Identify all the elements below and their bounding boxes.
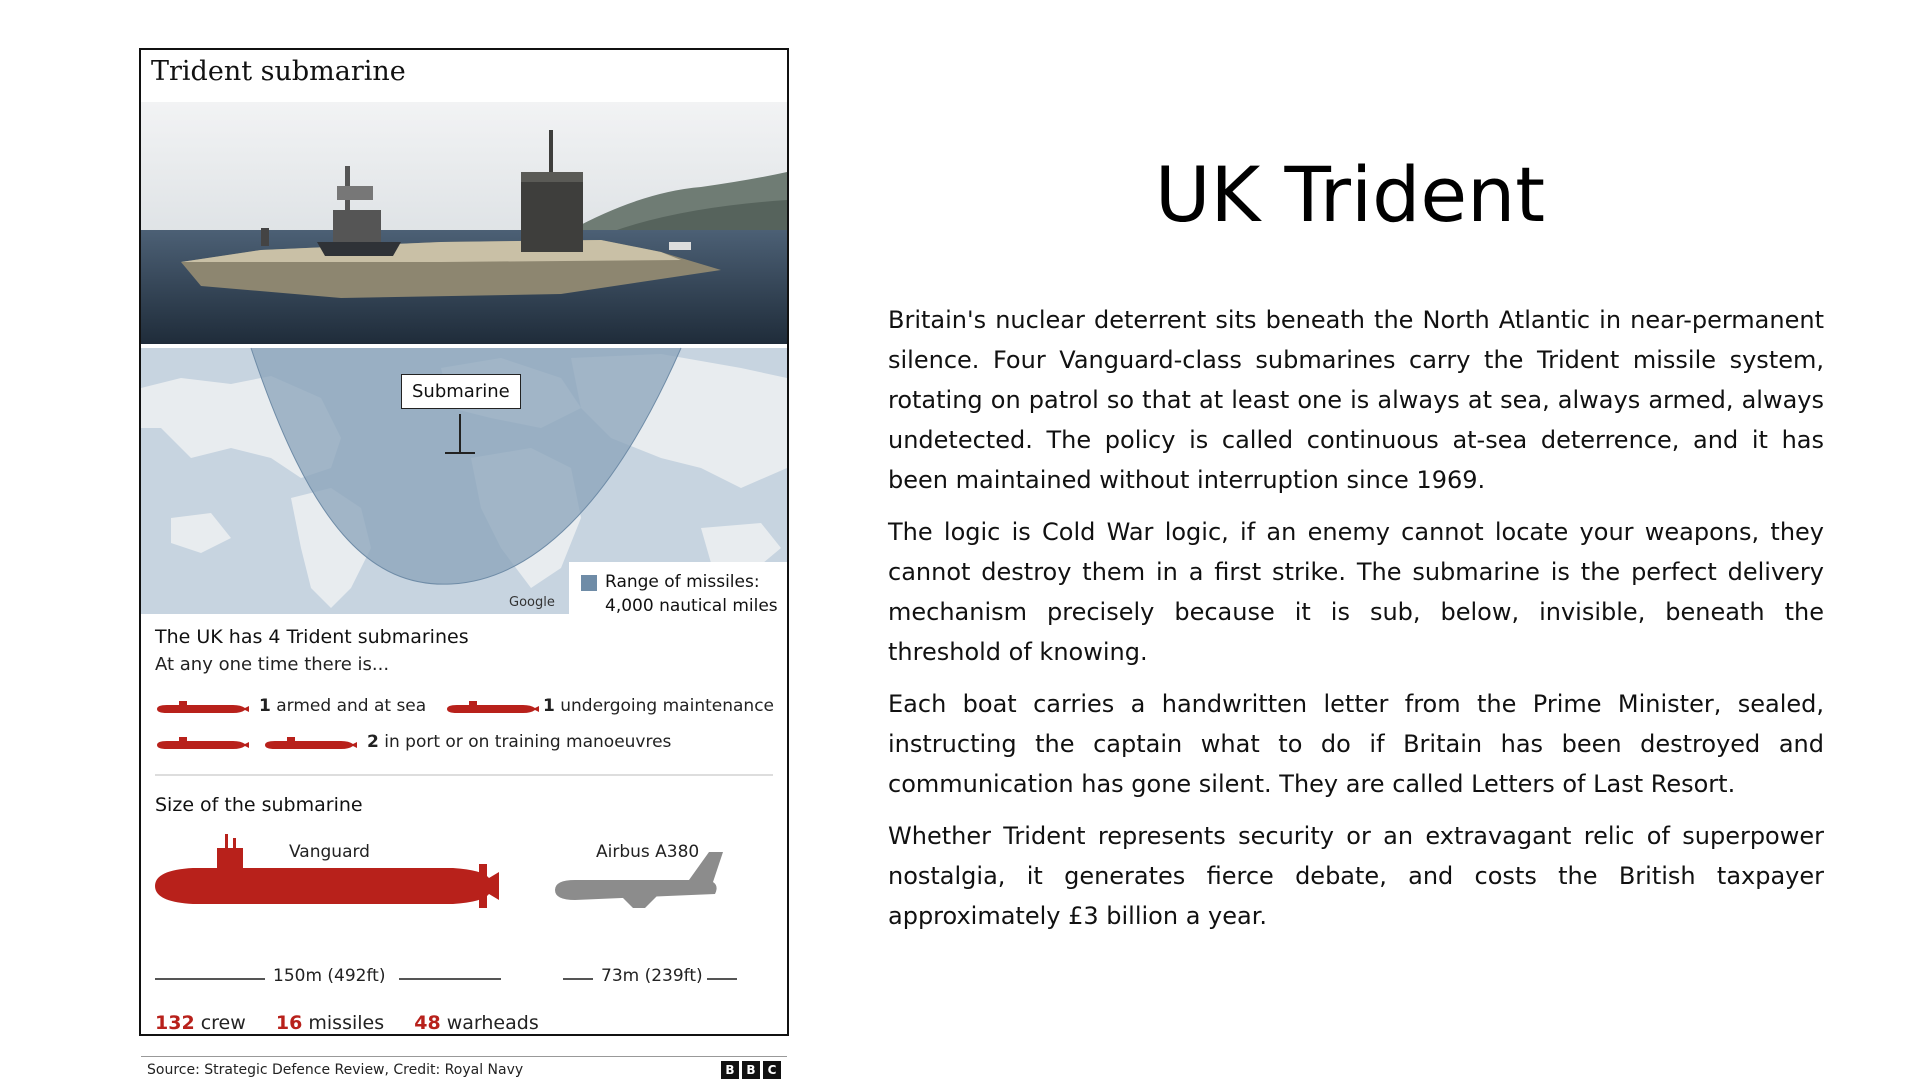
infographic-card (139, 48, 789, 1078)
section-divider (155, 774, 773, 776)
size-heading: Size of the submarine (155, 794, 363, 816)
warhead-label: warheads (446, 1012, 539, 1034)
submarine-icon (153, 736, 249, 752)
submarine-icon (443, 700, 539, 716)
legend-swatch (581, 575, 597, 591)
vanguard-length-line (399, 978, 501, 980)
fleet-count: 1 (259, 696, 271, 716)
legend-line-1: Range of missiles: (605, 572, 760, 592)
fleet-label: undergoing maintenance (560, 696, 774, 716)
crew-label: crew (200, 1012, 246, 1034)
bbc-logo-letter: B (742, 1061, 760, 1079)
article-title: UK Trident (1154, 150, 1546, 239)
callout-stem (459, 414, 461, 452)
fleet-label: in port or on training manoeuvres (384, 732, 672, 752)
map-legend (569, 562, 787, 618)
fleet-item (543, 696, 774, 716)
submarine-photo (141, 102, 787, 344)
fleet-count: 2 (367, 732, 379, 752)
bbc-logo-letter: B (721, 1061, 739, 1079)
bbc-logo-letter: C (763, 1061, 781, 1079)
vanguard-length: 150m (492ft) (273, 966, 386, 986)
fleet-count: 1 (543, 696, 555, 716)
vanguard-length-line (155, 978, 265, 980)
article-paragraph: Whether Trident represents security or an extravagant relic of superpower nostalgia, it generates fierce debate, and costs the British taxpayer approximately £3 billion a year. (888, 822, 1824, 930)
vanguard-silhouette (153, 830, 503, 912)
airbus-silhouette (549, 850, 729, 912)
fleet-label: armed and at sea (276, 696, 427, 716)
fleet-subheading: At any one time there is... (155, 654, 390, 675)
infographic-title: Trident submarine (151, 56, 406, 87)
fleet-item (367, 732, 671, 752)
missile-count: 16 (275, 1012, 303, 1034)
warhead-count: 48 (414, 1012, 441, 1034)
callout-base (445, 452, 475, 454)
airbus-length: 73m (239ft) (601, 966, 703, 986)
airbus-label: Airbus A380 (596, 842, 700, 862)
crew-count: 132 (155, 1012, 195, 1034)
legend-line-2: 4,000 nautical miles (605, 596, 778, 616)
submarine-icon (261, 736, 357, 752)
article-paragraph: Britain's nuclear deterrent sits beneath the North Atlantic in near-permanent silence. Four Vanguard-class submarines carry the Trident missile system, rotating on patrol so that at least one is always at sea, always armed, always undetected. The policy is called continuous at-sea deterrence, and it has been maintained without interruption since 1969. (888, 306, 1824, 494)
submarine-stats (155, 1012, 539, 1034)
missile-label: missiles (308, 1012, 385, 1034)
article-paragraph: The logic is Cold War logic, if an enemy cannot locate your weapons, they cannot destroy them in a first strike. The submarine is the perfect delivery mechanism precisely because it is sub, below, invisible, beneath the threshold of knowing. (888, 518, 1824, 666)
source-credit: Source: Strategic Defence Review, Credit: Royal Navy (147, 1062, 524, 1078)
bbc-logo (721, 1061, 781, 1079)
vanguard-label: Vanguard (289, 842, 370, 862)
map-attribution: Google (509, 595, 555, 610)
fleet-heading: The UK has 4 Trident submarines (155, 626, 469, 648)
submarine-callout: Submarine (401, 374, 521, 409)
article-paragraph: Each boat carries a handwritten letter from the Prime Minister, sealed, instructing the captain what to do if Britain has been destroyed and communication has gone silent. They are called Letters of Last Resort. (888, 690, 1824, 798)
source-divider (141, 1056, 787, 1057)
submarine-icon (153, 700, 249, 716)
airbus-length-line (707, 978, 737, 980)
fleet-item (259, 696, 426, 716)
article-body (888, 300, 1824, 948)
airbus-length-line (563, 978, 593, 980)
